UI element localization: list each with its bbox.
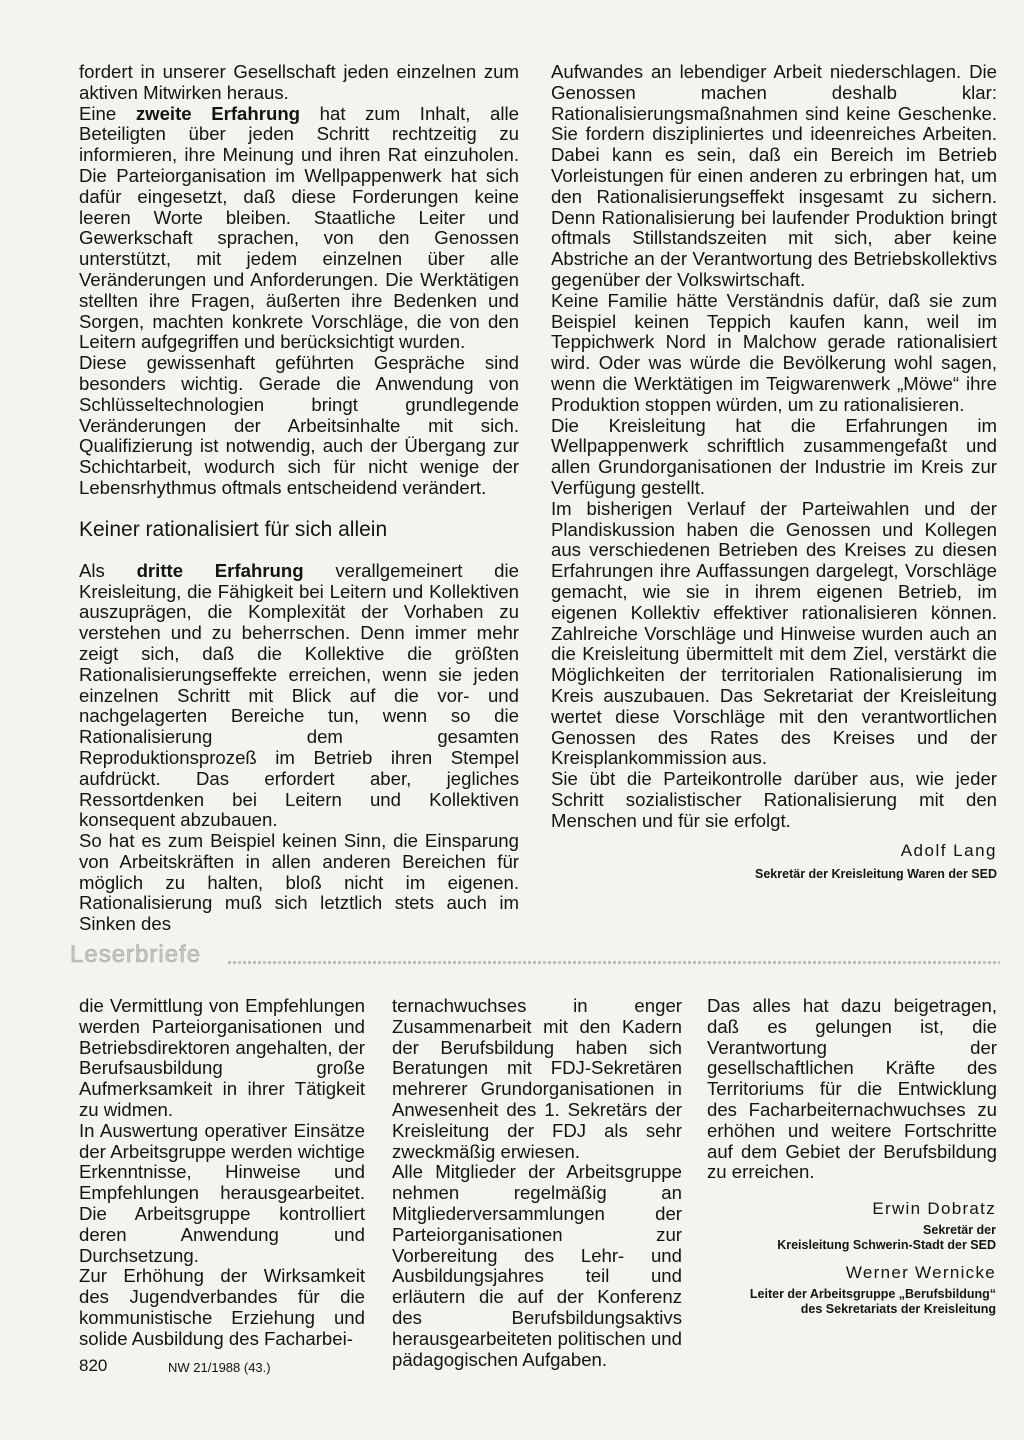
dotted-rule — [228, 961, 1000, 964]
paragraph: Im bisherigen Verlauf der Parteiwahlen und der Plandiskussion haben die Genossen und Kollegen aus verschiedenen Betrieben des Kreises zu diesen Erfahrungen ihre Auffassungen dargelegt, Vorschläge gemacht, wie sie in ihrem eigenen Betrieb, im eigenen Kollektiv effektiver rationalisieren können. Zahlreiche Vorschläge und Hinweise wurden auch an die Kreisleitung übermittelt mit dem Ziel, verstärkt die Möglichkeiten der territorialen Rationalisierung im Kreis auszubauen. Das Sekretariat der Kreisleitung wertet diese Vorschläge mit den verantwortlichen Genossen des Rates des Kreises und der Kreisplankommission aus. — [551, 497, 997, 769]
text-run: hat zum Inhalt, alle Beteiligten über jeden Schritt rechtzeitig zu informieren, ihre Meinung und ihren Rat einzuholen. Die Parteiorganisation im Wellpappenwerk hat sich dafür eingesetzt, daß diese Forderungen keine leeren Worte bleiben. Staatliche Leiter und Gewerkschaft sprachen, von den Genossen unterstützt, mit jedem einzelnen über alle Veränderungen und Anforderungen. Die Werktätigen stellten ihre Fragen, äußerten ihre Bedenken und Sorgen, machten konkrete Vorschläge, die von den Leitern aufgegriffen und berücksichtigt wurden. — [79, 102, 519, 353]
page-number: 820 — [79, 1356, 108, 1375]
signature-wernicke — [700, 1263, 996, 1317]
paragraph: Sie übt die Parteikontrolle darüber aus, wie jeder Schritt sozialistischer Rationalisierung mit den Menschen und für sie erfolgt. — [551, 768, 997, 831]
text-run: Als — [79, 559, 137, 581]
paragraph: Zur Erhöhung der Wirksamkeit des Jugendverbandes für die kommunistische Erziehung und solide Ausbildung des Facharbei- — [79, 1265, 365, 1349]
paragraph: Die Kreisleitung hat die Erfahrungen im Wellpappenwerk schriftlich zusammengefaßt und allen Grundorganisationen der Industrie im Kreis zur Verfügung gestellt. — [551, 414, 997, 498]
author-role: des Sekretariats der Kreisleitung — [800, 1302, 996, 1316]
text-run: verallgemeinert die Kreisleitung, die Fähigkeit bei Leitern und Kollektiven auszuprägen, die Komplexität der Vorhaben zu verstehen und zu beherrschen. Denn immer mehr zeigt sich, daß die Kollektive die größten Rationalisierungseffekte erreichen, wenn sie jeden einzelnen Schritt mit Blick auf die vor- und nachgelagerten Bereiche tun, wenn so die Rationalisierung dem gesamten Reproduktionsprozeß im Betrieb ihren Stempel aufdrückt. Das erfordert aber, jegliches Ressortdenken bei Leitern und Kollektiven konsequent abzubauen. — [79, 559, 519, 831]
paragraph: ternachwuchses in enger Zusammenarbeit mit den Kadern der Berufsbildung haben sich Beratungen mit FDJ-Sekretären mehrerer Grundorganisationen in Anwesenheit des 1. Sekretärs der Kreisleitung der FDJ als sehr zweckmäßig erwiesen. — [392, 995, 682, 1162]
paragraph: die Vermittlung von Empfehlungen werden Parteiorganisationen und Betriebsdirektoren angehalten, der Berufsausbildung große Aufmerksamkeit in ihrer Tätigkeit zu widmen. — [79, 995, 365, 1120]
signature-dobratz — [700, 1199, 996, 1253]
author-name: Erwin Dobratz — [872, 1199, 996, 1218]
paragraph: Das alles hat dazu beigetragen, daß es gelungen ist, die Verantwortung der gesellschaftlichen Kräfte des Territoriums für die Entwicklung des Facharbeiternachwuchses zu erhöhen und weitere Fortschritte auf dem Gebiet der Berufsbildung zu erreichen. — [707, 995, 997, 1183]
article-column-left — [79, 62, 519, 935]
section-band — [70, 941, 1000, 971]
paragraph: Diese gewissenhaft geführten Gespräche sind besonders wichtig. Gerade die Anwendung von Schlüsseltechnologien bringt grundlegende Veränderungen der Arbeitsinhalte mit sich. Qualifizierung ist notwendig, auch der Übergang zur Schichtarbeit, wodurch sich für nicht wenige der Lebensrhythmus oftmals entscheidend verändert. — [79, 352, 519, 498]
author-name: Adolf Lang — [900, 841, 997, 861]
emphasis: zweite Erfahrung — [135, 102, 301, 124]
emphasis: dritte Erfahrung — [136, 559, 304, 581]
paragraph — [79, 104, 519, 354]
section-heading: Keiner rationalisiert für sich allein — [79, 517, 388, 541]
author-role: Sekretär der Kreisleitung Waren der SED — [755, 867, 997, 882]
paragraph: fordert in unserer Gesellschaft jeden einzelnen zum aktiven Mitwirken heraus. — [79, 61, 519, 103]
letters-column-2 — [392, 996, 682, 1370]
letters-column-3 — [707, 996, 997, 1183]
paragraph: Alle Mitglieder der Arbeitsgruppe nehmen regelmäßig an Mitgliederversammlungen der Parteiorganisationen zur Vorbereitung des Lehr- und Ausbildungsjahres teil und erläutern die auf der Konferenz des Berufsbildungsaktivs herausgearbeiteten politischen und pädagogischen Aufgaben. — [392, 1161, 682, 1370]
author-role: Sekretär der — [923, 1223, 996, 1237]
author-role: Kreisleitung Schwerin-Stadt der SED — [777, 1238, 996, 1252]
paragraph: In Auswertung operativer Einsätze der Arbeitsgruppe werden wichtige Erkenntnisse, Hinweise und Empfehlungen herausgearbeitet. Die Arbeitsgruppe kontrolliert deren Anwendung und Durchsetzung. — [79, 1119, 365, 1266]
author-role: Leiter der Arbeitsgruppe „Berufsbildung“ — [749, 1287, 996, 1301]
author-name: Werner Wernicke — [845, 1263, 996, 1282]
paragraph: So hat es zum Beispiel keinen Sinn, die Einsparung von Arbeitskräften in allen anderen Bereichen für möglich zu halten, bloß nicht im eigenen. Rationalisierung muß sich letztlich stets auch im Sinken des — [79, 830, 519, 935]
paragraph: Keine Familie hätte Verständnis dafür, daß sie zum Beispiel keinen Teppich kaufen kann, weil im Teppichwerk Nord in Malchow gerade rationalisiert wird. Oder was würde die Bevölkerung wohl sagen, wenn die Werktätigen im Teigwarenwerk „Möwe“ ihre Produktion stoppen würden, um zu rationalisieren. — [551, 289, 997, 415]
letters-column-1 — [79, 996, 365, 1350]
section-title: Leserbriefe — [70, 941, 202, 968]
text-run: Eine — [79, 102, 136, 124]
article-column-right — [551, 62, 997, 885]
issue-label: NW 21/1988 (43.) — [168, 1360, 271, 1375]
paragraph — [79, 561, 519, 831]
paragraph: Aufwandes an lebendiger Arbeit niederschlagen. Die Genossen machen deshalb klar: Rationalisierungsmaßnahmen sind keine Geschenke. Sie fordern diszipliniertes und ideenreiches Arbeiten. Dabei kann es sein, daß ein Bereich im Betrieb Vorleistungen für einen anderen zu erbringen hat, um den Rationalisierungseffekt insgesamt zu sichern. Denn Rationalisierung bei laufender Produktion bringt oftmals Stillstandszeiten mit sich, aber keine Abstriche an der Verantwortung des Betriebskollektivs gegenüber der Volkswirtschaft. — [551, 61, 997, 290]
